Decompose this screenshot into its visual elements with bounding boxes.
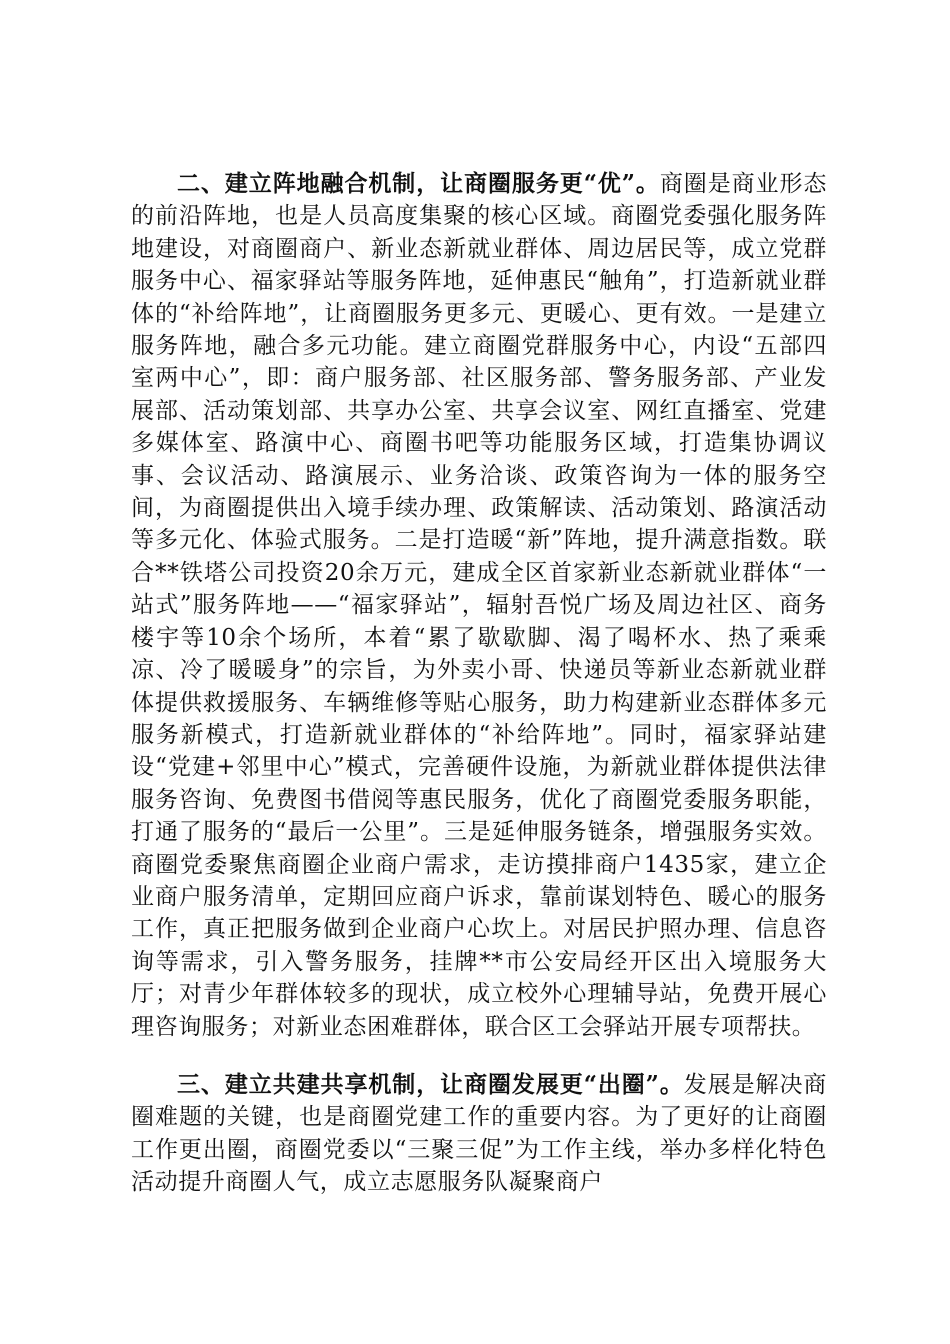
section-three-heading: 三、建立共建共享机制，让商圈发展更“出圈”。 xyxy=(177,1070,684,1098)
section-three-paragraph xyxy=(131,1069,827,1199)
section-two-heading: 二、建立阵地融合机制，让商圈服务更“优”。 xyxy=(177,170,660,197)
document-body xyxy=(131,168,827,1199)
section-two-text: 商圈是商业形态的前沿阵地，也是人员高度集聚的核心区域。商圈党委强化服务阵地建设，对商圈商户、新业态新就业群体、周边居民等，成立党群服务中心、福家驿站等服务阵地，延伸惠民“触角”，打造新就业群体的“补给阵地”，让商圈服务更多元、更暖心、更有效。一是建立服务阵地，融合多元功能。建立商圈党群服务中心，内设“五部四室两中心”，即：商户服务部、社区服务部、警务服务部、产业发展部、活动策划部、共享办公室、共享会议室、网红直播室、党建多媒体室、路演中心、商圈书吧等功能服务区域，打造集协调议事、会议活动、路演展示、业务洽谈、政策咨询为一体的服务空间，为商圈提供出入境手续办理、政策解读、活动策划、路演活动等多元化、体验式服务。二是打造暖“新”阵地，提升满意指数。联合**铁塔公司投资20余万元，建成全区首家新业态新就业群体“一站式”服务阵地——“福家驿站”，辐射吾悦广场及周边社区、商务楼宇等10余个场所，本着“累了歇歇脚、渴了喝杯水、热了乘乘凉、冷了暖暖身”的宗旨，为外卖小哥、快递员等新业态新就业群体提供救援服务、车辆维修等贴心服务，助力构建新业态群体多元服务新模式，打造新就业群体的“补给阵地”。同时，福家驿站建设“党建+邻里中心”模式，完善硬件设施，为新就业群体提供法律服务咨询、免费图书借阅等惠民服务，优化了商圈党委服务职能，打通了服务的“最后一公里”。三是延伸服务链条，增强服务实效。商圈党委聚焦商圈企业商户需求，走访摸排商户1435家，建立企业商户服务清单，定期回应商户诉求，靠前谋划特色、暖心的服务工作，真正把服务做到企业商户心坎上。对居民护照办理、信息咨询等需求，引入警务服务，挂牌**市公安局经开区出入境服务大厅；对青少年群体较多的现状，成立校外心理辅导站，免费开展心理咨询服务；对新业态困难群体，联合区工会驿站开展专项帮扶。 xyxy=(131,171,828,1040)
section-two-paragraph xyxy=(131,168,827,1043)
section-three-text: 发展是解决商圈难题的关键，也是商圈党建工作的重要内容。为了更好的让商圈工作更出圈，商圈党委以“三聚三促”为工作主线，举办多样化特色活动提升商圈人气，成立志愿服务队凝聚商户 xyxy=(131,1071,827,1196)
